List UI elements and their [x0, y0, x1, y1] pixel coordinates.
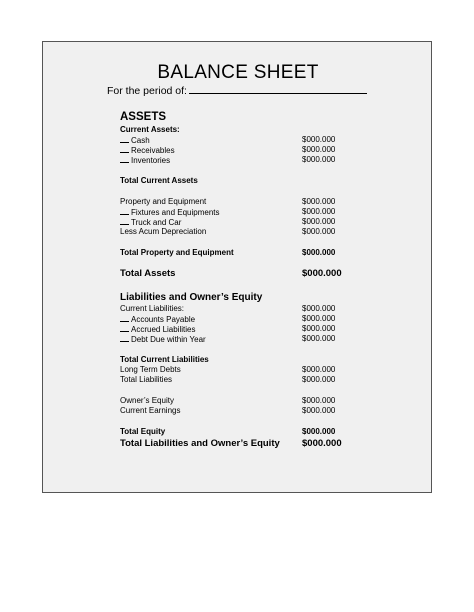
liability-row-payable: Accounts Payable	[120, 315, 195, 324]
current-earnings-value: $000.000	[302, 406, 336, 415]
liabilities-heading: Liabilities and Owner’s Equity	[120, 292, 263, 303]
assets-heading: ASSETS	[120, 111, 167, 123]
checkbox-blank	[120, 325, 129, 332]
owners-equity-value: $000.000	[302, 396, 336, 405]
period-label: For the period of:	[107, 85, 187, 97]
total-liabilities-label: Total Liabilities	[120, 375, 173, 384]
checkbox-blank	[120, 208, 129, 215]
liability-value-debt: $000.000	[302, 334, 336, 343]
current-assets-heading: Current Assets:	[120, 125, 180, 134]
asset-value-cash: $000.000	[302, 135, 336, 144]
checkbox-blank	[120, 335, 129, 342]
total-equity-value: $000.000	[302, 427, 336, 436]
asset-row-fixtures: Fixtures and Equipments	[120, 208, 220, 217]
checkbox-blank	[120, 136, 129, 143]
asset-value-fixtures: $000.000	[302, 207, 336, 216]
asset-row-truck: Truck and Car	[120, 218, 181, 227]
owners-equity-label: Owner’s Equity	[120, 396, 174, 405]
total-assets-label: Total Assets	[120, 268, 176, 279]
checkbox-blank	[120, 315, 129, 322]
asset-value-inventories: $000.000	[302, 155, 336, 164]
page-title: BALANCE SHEET	[157, 62, 319, 83]
asset-value-receivables: $000.000	[302, 145, 336, 154]
long-term-debts-value: $000.000	[302, 365, 336, 374]
liability-row-accrued: Accrued Liabilities	[120, 325, 195, 334]
checkbox-blank	[120, 156, 129, 163]
asset-value-truck: $000.000	[302, 217, 336, 226]
current-liabilities-heading: Current Liabilities:	[120, 304, 185, 313]
checkbox-blank	[120, 146, 129, 153]
balance-sheet-page	[42, 41, 432, 493]
total-liabilities-value: $000.000	[302, 375, 336, 384]
total-equity-label: Total Equity	[120, 427, 166, 436]
current-earnings-label: Current Earnings	[120, 406, 181, 415]
liability-value-accrued: $000.000	[302, 324, 336, 333]
period-blank-line	[189, 85, 367, 94]
asset-row-receivables: Receivables	[120, 146, 175, 155]
total-current-assets: Total Current Assets	[120, 176, 198, 185]
asset-row-property: Property and Equipment	[120, 197, 207, 206]
asset-row-inventories: Inventories	[120, 156, 170, 165]
liability-row-debt: Debt Due within Year	[120, 335, 206, 344]
total-liabilities-equity-value: $000.000	[302, 438, 342, 449]
total-assets-value: $000.000	[302, 268, 342, 279]
total-liabilities-equity-label: Total Liabilities and Owner’s Equity	[120, 438, 280, 449]
period-field	[107, 85, 367, 97]
asset-row-cash: Cash	[120, 136, 150, 145]
total-property-label: Total Property and Equipment	[120, 248, 234, 257]
checkbox-blank	[120, 218, 129, 225]
long-term-debts-label: Long Term Debts	[120, 365, 181, 374]
current-liabilities-value: $000.000	[302, 304, 336, 313]
asset-value-depreciation: $000.000	[302, 227, 336, 236]
total-property-value: $000.000	[302, 248, 336, 257]
total-current-liabilities: Total Current Liabilities	[120, 355, 209, 364]
asset-row-depreciation: Less Acum Depreciation	[120, 227, 207, 236]
asset-value-property: $000.000	[302, 197, 336, 206]
liability-value-payable: $000.000	[302, 314, 336, 323]
